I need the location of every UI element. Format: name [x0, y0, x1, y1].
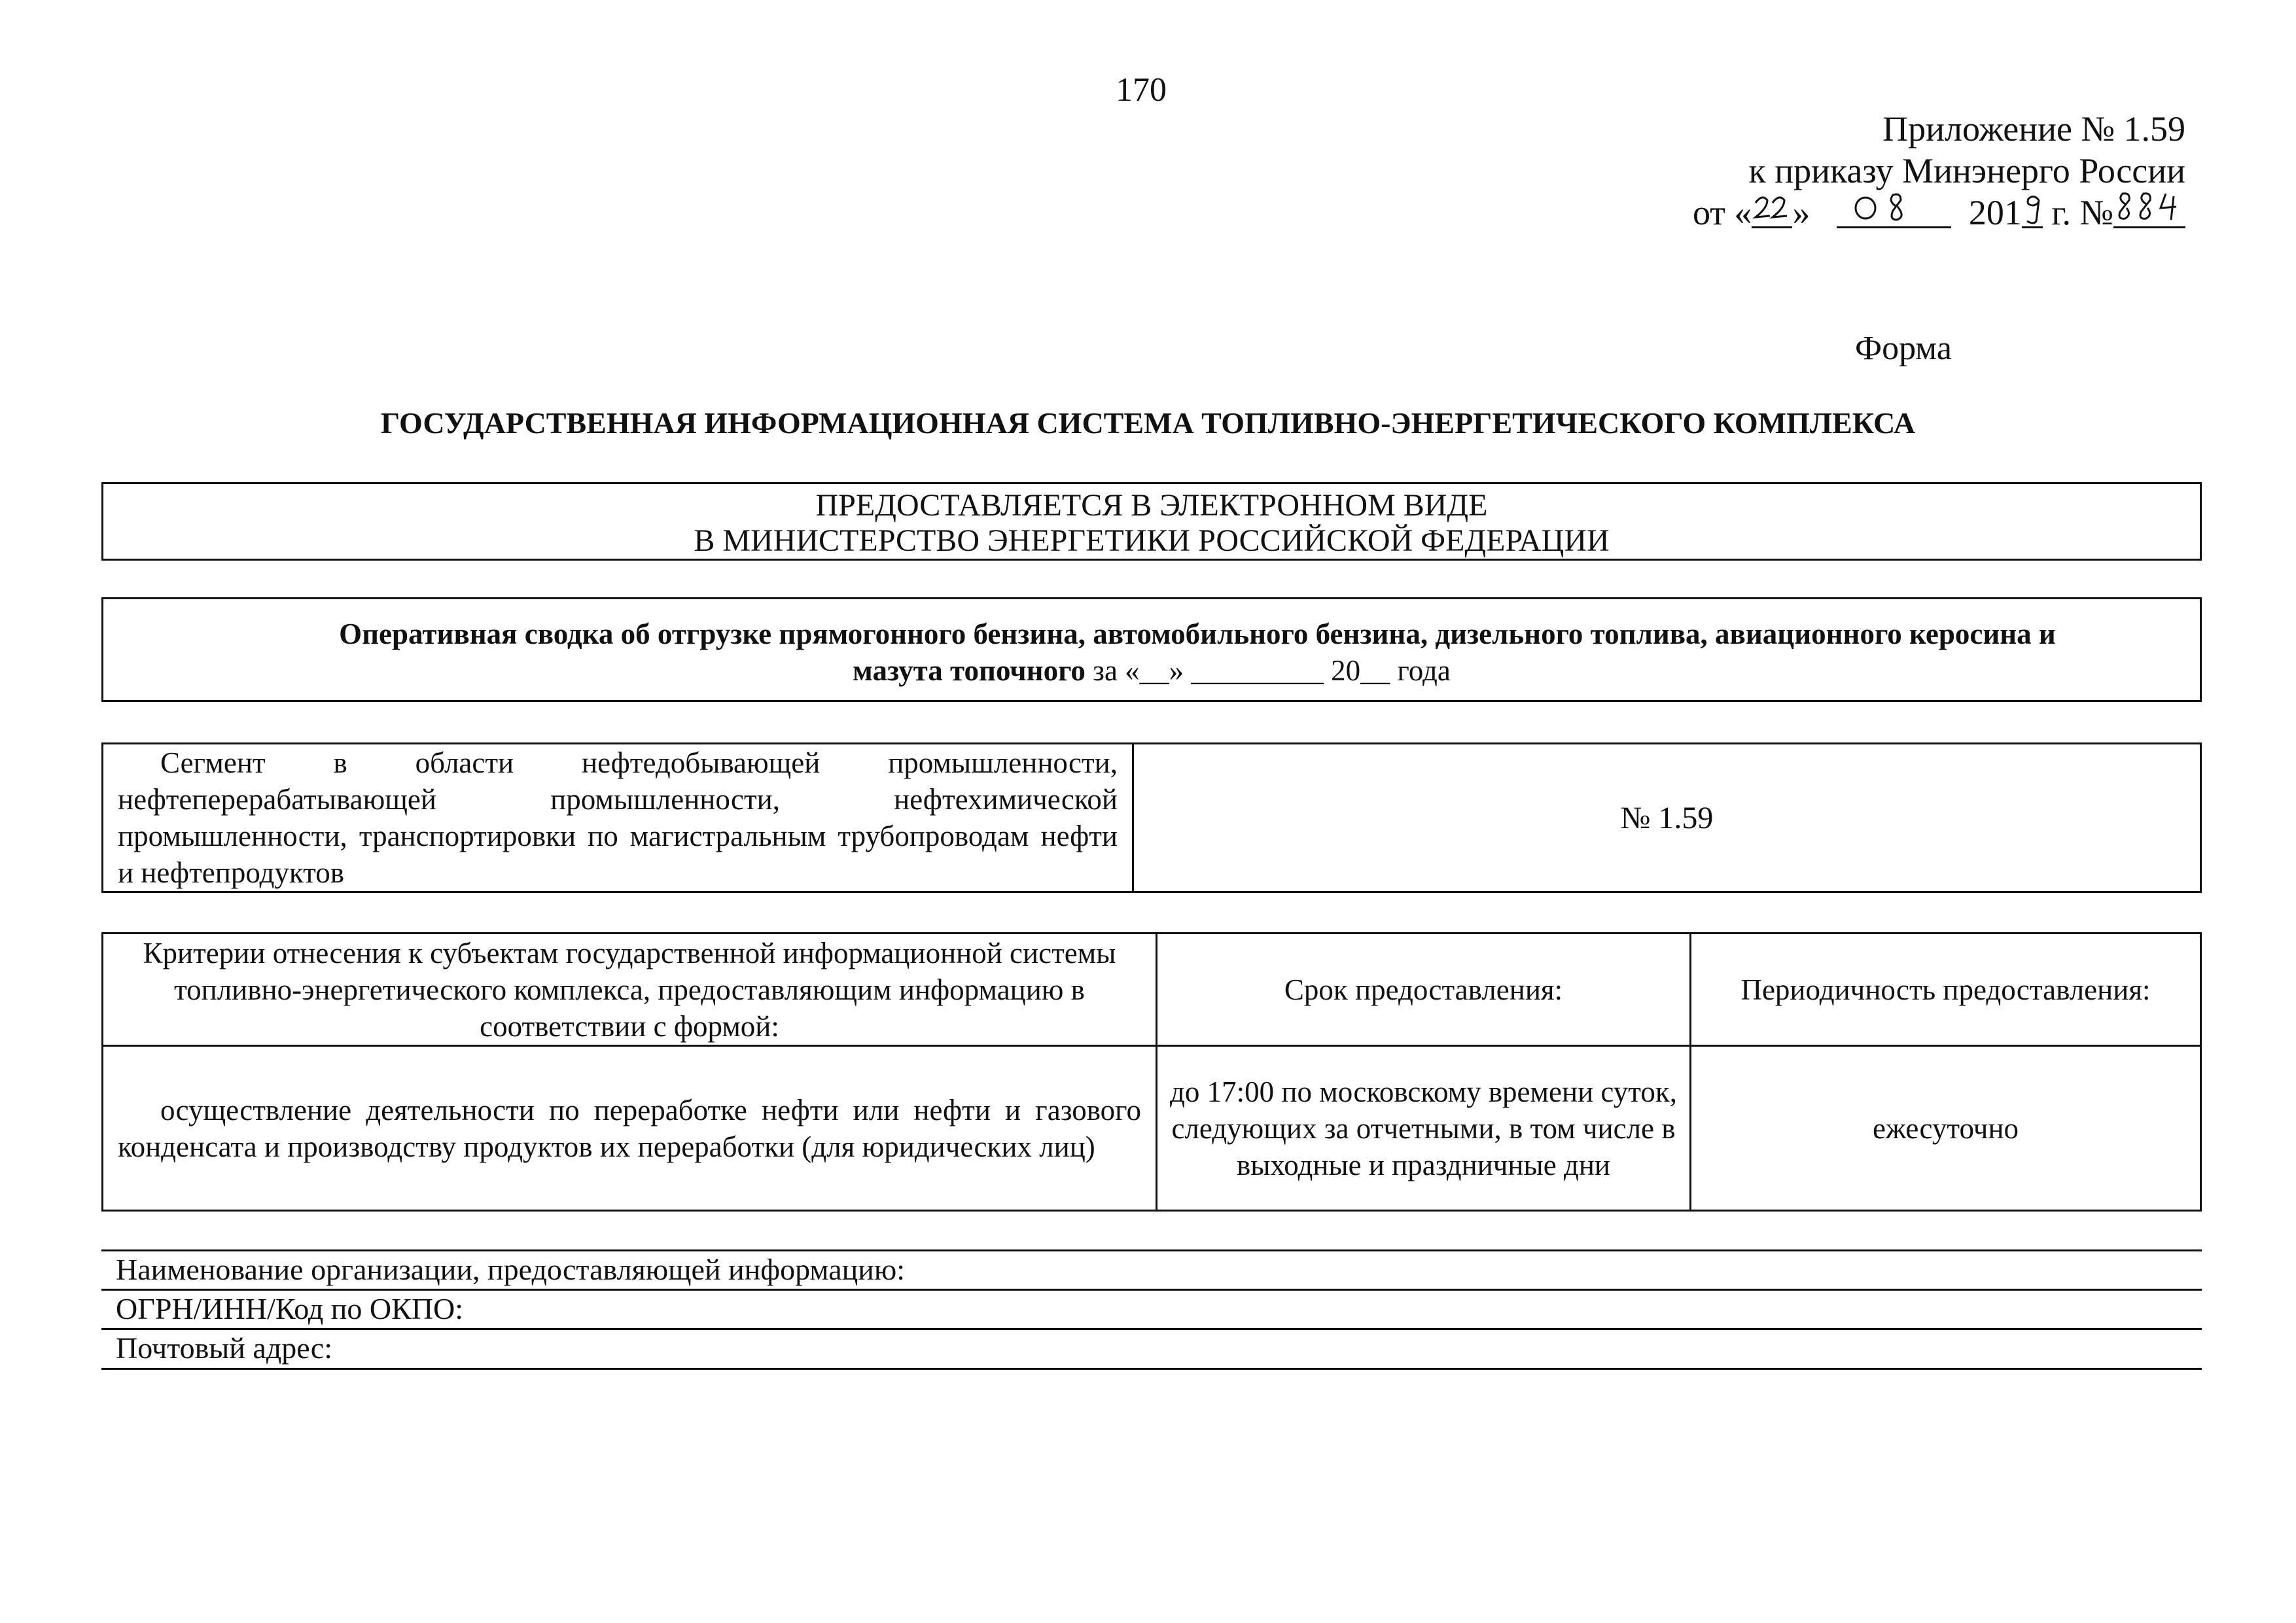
gis-title: ГОСУДАРСТВЕННАЯ ИНФОРМАЦИОННАЯ СИСТЕМА ТОПЛИВНО-ЭНЕРГЕТИЧЕСКОГО КОМПЛЕКСА: [380, 406, 1916, 440]
page-number: 170: [1116, 71, 1167, 109]
segment-text: Сегмент в области нефтедобывающей промышленности, нефтеперерабатывающей промышленности, нефтехимической промышленности, транспортировки по магистральным трубопроводам нефти и нефтепродуктов: [118, 746, 1118, 889]
summary-date-line: за «__» _________ 20__ года: [1085, 654, 1451, 687]
electronic-submission-box: [101, 482, 2202, 561]
criteria-row: [103, 1046, 2201, 1211]
appendix-order-ref: к приказу Минэнерго России: [1748, 151, 2185, 190]
date-day-field: [1752, 198, 1792, 228]
date-year-field: [2022, 198, 2043, 228]
summary-title-box: [101, 597, 2202, 702]
date-mid: »: [1792, 193, 1810, 232]
criteria-header: Критерии отнесения к субъектам государственной информационной системы топливно-энергетического комплекса, предоставляющим информацию в соответствии с формой:: [103, 934, 1157, 1046]
date-suffix: г. №: [2051, 193, 2113, 232]
criteria-cell: [103, 1046, 1157, 1211]
criteria-text: осуществление деятельности по переработке нефти или нефти и газового конденсата и производству продуктов их переработки (для юридических лиц): [118, 1093, 1141, 1163]
summary-line-2: [103, 652, 2200, 689]
electronic-line-1: ПРЕДОСТАВЛЯЕТСЯ В ЭЛЕКТРОННОМ ВИДЕ: [815, 488, 1488, 523]
appendix-header: [1505, 108, 2185, 234]
bottom-rule: [101, 1368, 2202, 1370]
electronic-line-2: В МИНИСТЕРСТВО ЭНЕРГЕТИКИ РОССИЙСКОЙ ФЕДЕРАЦИИ: [694, 523, 1610, 558]
summary-line-1: [103, 616, 2200, 652]
deadline-cell: до 17:00 по московскому времени суток, следующих за отчетными, в том числе в выходные и праздничные дни: [1157, 1046, 1691, 1211]
criteria-header-row: [103, 934, 2201, 1046]
summary-bold-line-1: Оперативная сводка об отгрузке прямогонного бензина, автомобильного бензина, дизельного топлива, авиационного керосина и: [339, 618, 2056, 650]
date-prefix: от «: [1693, 193, 1752, 232]
date-month-field: [1837, 198, 1951, 228]
periodicity-cell: ежесуточно: [1691, 1046, 2201, 1211]
handwritten-day: [1752, 191, 1792, 228]
postal-address-field: Почтовый адрес:: [101, 1328, 2202, 1367]
deadline-header: Срок предоставления:: [1157, 934, 1691, 1046]
date-year-prefix: 201: [1968, 193, 2022, 232]
handwritten-order-number: [2113, 191, 2185, 228]
segment-number: № 1.59: [1620, 800, 1714, 835]
segment-box: [101, 742, 2202, 893]
ogrn-inn-okpo-field: ОГРН/ИНН/Код по ОКПО:: [101, 1289, 2202, 1327]
handwritten-month: [1837, 191, 1951, 228]
handwritten-year-digit: [2022, 191, 2043, 228]
appendix-date-line: [1505, 192, 2185, 234]
org-name-field: Наименование организации, предоставляющей информацию:: [101, 1249, 2202, 1288]
order-number-field: [2113, 198, 2185, 228]
criteria-table: [101, 932, 2202, 1212]
form-label: Форма: [1855, 330, 1952, 367]
appendix-title: Приложение № 1.59: [1882, 109, 2185, 148]
periodicity-header: Периодичность предоставления:: [1691, 934, 2201, 1046]
segment-description: [103, 744, 1134, 891]
summary-bold-line-2: мазута топочного: [853, 654, 1086, 687]
